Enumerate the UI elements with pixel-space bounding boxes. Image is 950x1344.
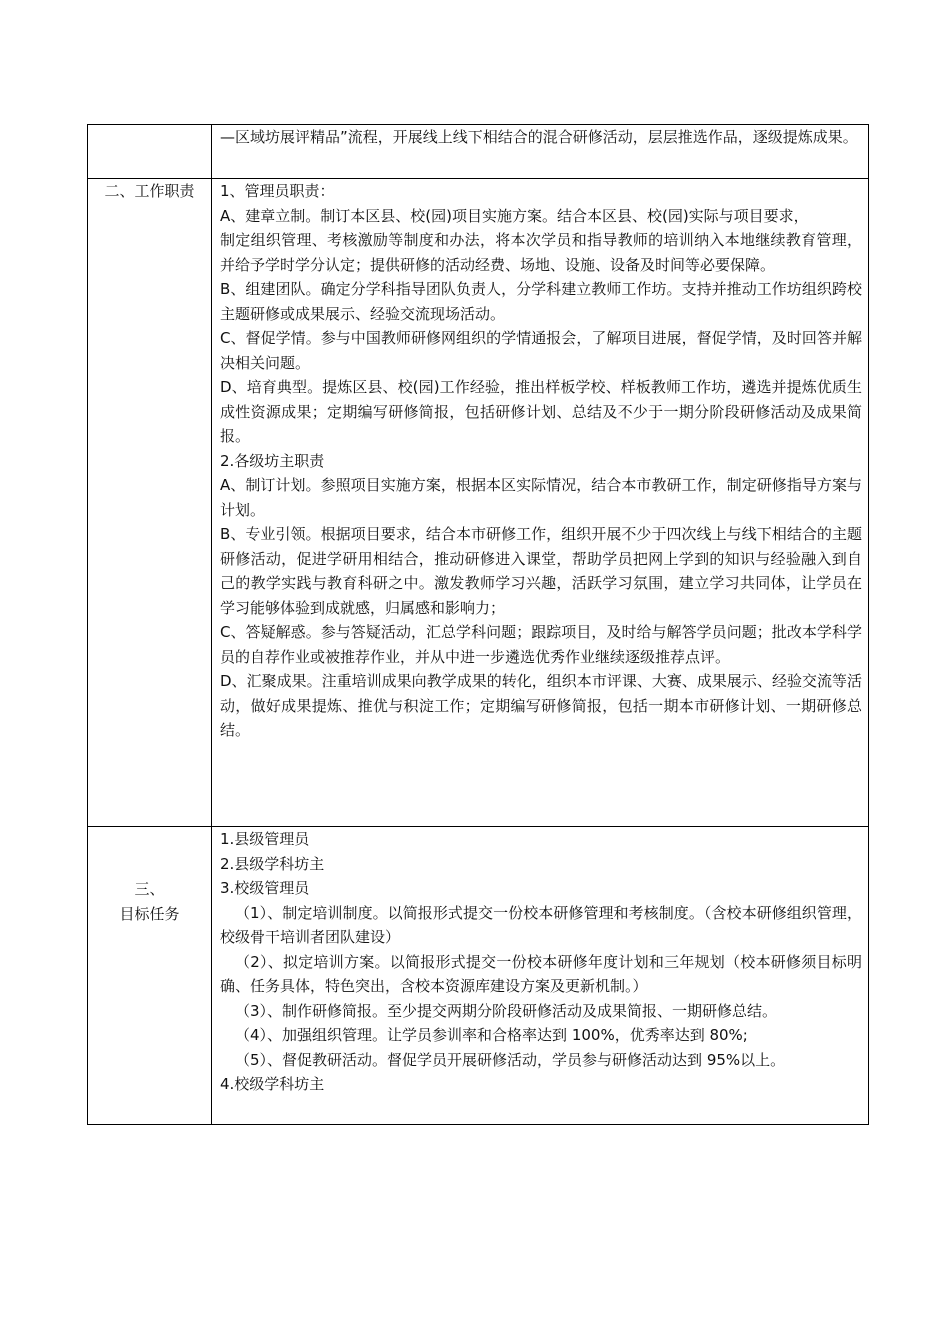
table-row-continuation [88,125,869,179]
paragraph: 3.校级管理员 [220,879,310,897]
row-label-duties [88,179,212,827]
paragraph: （2）、拟定培训方案。以简报形式提交一份校本研修年度计划和三年规划（校本研修须目标明确、任务具体，特色突出，含校本资源库建设方案及更新机制。） [220,952,862,995]
paragraph: （3）、制作研修简报。至少提交两期分阶段研修活动及成果简报、一期研修总结。 [235,1001,778,1020]
row-content-continuation [212,125,869,179]
paragraph: C、督促学情。参与中国教师研修网组织的学情通报会，了解项目进展，督促学情，及时回答并解决相关问题。 [220,329,862,372]
row-content-goals [212,827,869,1125]
row-label-text: 目标任务 [119,904,180,923]
paragraph: C、答疑解惑。参与答疑活动，汇总学科问题；跟踪项目，及时给与解答学员问题；批改本学科学员的自荐作业或被推荐作业，并从中进一步遴选优秀作业继续逐级推荐点评。 [220,623,862,666]
paragraph: B、专业引领。根据项目要求，结合本市研修工作，组织开展不少于四次线上与线下相结合的主题研修活动，促进学研用相结合，推动研修进入课堂，帮助学员把网上学到的知识与经验融入到自己的教学实践与教育科研之中。激发教师学习兴趣，活跃学习氛围，建立学习共同体，让学员在学习能够体验到成就感，归属感和影响力； [220,525,862,617]
paragraph: 1、管理员职责： [220,182,335,200]
paragraph: 2.各级坊主职责 [220,451,325,470]
paragraph: 制定组织管理、考核激励等制度和办法，将本次学员和指导教师的培训纳入本地继续教育管理，并给予学时学分认定；提供研修的活动经费、场地、设施、设备及时间等必要保障。 [220,231,862,274]
paragraph: A、制订计划。参照项目实施方案，根据本区实际情况，结合本市教研工作，制定研修指导方案与计划。 [220,476,862,519]
paragraph: —区域坊展评精品”流程，开展线上线下相结合的混合研修活动，层层推选作品，逐级提炼成果。 [220,128,858,146]
paragraph: 4.校级学科坊主 [220,1075,325,1093]
row-content-duties [212,179,869,827]
paragraph: B、组建团队。确定分学科指导团队负责人，分学科建立教师工作坊。支持并推动工作坊组织跨校主题研修或成果展示、经验交流现场活动。 [220,280,862,323]
paragraph: （1）、制定培训制度。以简报形式提交一份校本研修管理和考核制度。（含校本研修组织管理，校级骨干培训者团队建设） [220,903,862,946]
paragraph: 2.县级学科坊主 [220,854,325,873]
row-label-goals [88,827,212,1125]
document-table [87,124,869,1125]
paragraph: （5）、督促教研活动。督促学员开展研修活动，学员参与研修活动达到 95%以上。 [235,1050,786,1069]
paragraph: D、培育典型。提炼区县、校(园)工作经验，推出样板学校、样板教师工作坊，遴选并提炼优质生成性资源成果；定期编写研修简报，包括研修计划、总结及不少于一期分阶段研修活动及成果简报。 [220,378,862,445]
row-label-text: 二、工作职责 [104,182,195,200]
paragraph: D、汇聚成果。注重培训成果向教学成果的转化，组织本市评课、大赛、成果展示、经验交流等活动，做好成果提炼、推优与积淀工作；定期编写研修简报，包括一期本市研修计划、一期研修总结。 [220,672,862,739]
paragraph: 1.县级管理员 [220,830,310,848]
table-row-goals [88,827,869,1125]
paragraph: A、建章立制。制订本区县、校(园)项目实施方案。结合本区县、校(园)实际与项目要求， [220,206,809,225]
row-label-text: 三、 [134,880,165,898]
table-row-duties [88,179,869,827]
row-label-empty [88,125,212,179]
paragraph: （4）、加强组织管理。让学员参训率和合格率达到 100%，优秀率达到 80%; [235,1026,748,1044]
